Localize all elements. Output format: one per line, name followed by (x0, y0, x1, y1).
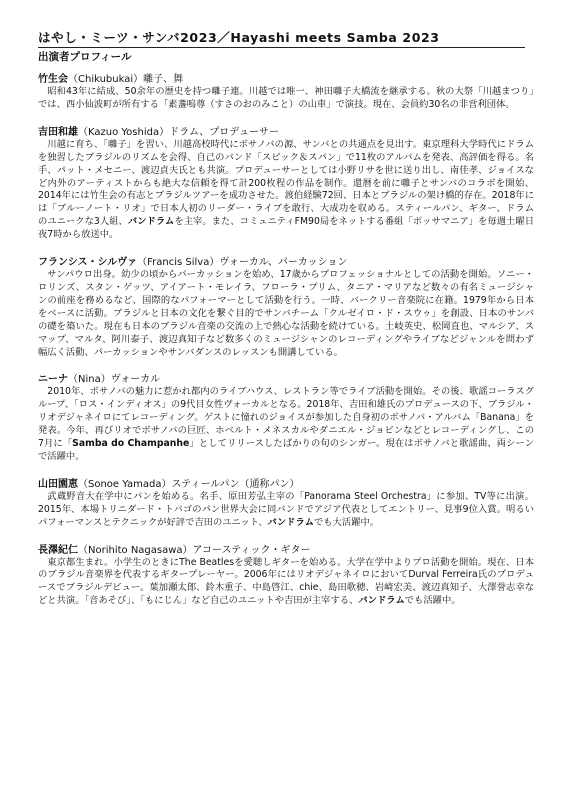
bio-text: でも大活躍中。 (313, 516, 380, 528)
bio-text: 2010年、ボサノバの魅力に惹かれ都内のライブハウス、レストラン等でライブ活動を開始。その後、歌謡コーラスグループ、「ロス・インディオス」の9代目女性ヴォーカルとなる。2018年、吉田和雄氏のプロデュースの下、ブラジル・リオデジャネイロにてレコーディング。ゲストに憧れのジョイスが参加した自身初のボサノバ・アルバム「Banana」を発表。今年、再びリオでボサノバの巨匠、ホベルト・メネスカルやダニエル・ジョビンなどとレコーディングし、この7月に「 (38, 386, 534, 450)
bio-text: でも活躍中。 (404, 595, 461, 607)
bio-emphasis: バンドラム (358, 595, 405, 607)
bio-text: を主宰。また、コミュニティFM90局をネットする番組「ボッサマニア」を毎週土曜日夜7時から放送中。 (38, 216, 534, 241)
performer-name: フランシス・シルヴァ (38, 257, 138, 269)
performer-bio (38, 491, 534, 530)
profile-heading (38, 373, 534, 386)
profile-kazuo-yoshida (38, 126, 534, 242)
profile-heading (38, 478, 534, 491)
profile-norihito-nagasawa (38, 544, 534, 609)
performer-bio (38, 86, 534, 112)
profile-heading (38, 256, 534, 269)
profile-heading (38, 126, 534, 139)
profile-francis-silva (38, 256, 534, 359)
performer-role: （Francis Silva）ヴォーカル、パーカッション (137, 257, 348, 269)
profile-heading (38, 544, 534, 557)
performer-name: 山田園恵 (38, 478, 78, 490)
bio-emphasis: バンドラム (267, 516, 314, 528)
performer-bio (38, 557, 534, 609)
performer-name: 吉田和雄 (38, 126, 78, 138)
profile-heading (38, 73, 534, 86)
bio-text: 武蔵野音大在学中にパンを始める。名手、原田芳弘主宰の「Panorama Steel Orchestra」に参加、TV等に出演。2015年、本場トリニダード・トバゴのパン世界大会に同バンドでアジア代表としてエントリー、見事9位入賞。明るいパフォーマンスとテクニックが好評で吉田のユニット、 (38, 490, 534, 528)
performer-role: （Norihito Nagasawa）アコースティック・ギター (78, 544, 311, 556)
bio-text: 川越に育ち、「囃子」を習い、川越高校時代にボサノバの源、サンバとの共通点を見出す。東京理科大学時代にドラムを独習したブラジルのリズムを会得、自己のバンド「スピック＆スパン」で11枚のアルバムを発表、高評価を得る。名手、パット・メセニー、渡辺貞夫氏とも共演。プロデューサーとしては小野リサを世に送り出し、南佳孝、ジョイスなど内外のアーティストからも絶大な信頼を得て計200枚程の作品を制作。還暦を前に囃子とサンバのコラボを開始、2014年には竹生会の有志とブラジルツアーを成功させた。渡伯経験72回、日本とブラジルの架け橋的存在。2018年には「ブルーノート・リオ」で日本人初のリーダー・ライブを敢行、大成功を収める。スティールパン、ギター、ドラムのユニークな3人組、 (38, 138, 534, 228)
profile-nina (38, 373, 534, 463)
profile-sonoe-yamada (38, 478, 534, 530)
performer-role: （Nina）ヴォーカル (68, 374, 161, 386)
page-subtitle: 出演者プロフィール (38, 51, 132, 63)
bio-text: 」としてリリースしたばかりの旬のシンガー。現在はボサノバと歌謡曲、両シーンで活躍中。 (38, 438, 534, 462)
bio-text: 昭和43年に結成、50余年の歴史を持つ囃子連。川越では唯一、神田囃子大橋流を継承する。秋の大祭「川越まつり」では、西小仙波町が所有する「素盞嗚尊（すさのおのみこと）の山車」で演技。現在、会員約30名の非営利団体。 (38, 86, 534, 110)
profile-chikubukai (38, 73, 534, 112)
performer-name: 竹生会 (38, 74, 68, 85)
performer-role: （Kazuo Yoshida）ドラム、プロデューサー (78, 126, 279, 138)
bio-text: サンパウロ出身。幼少の頃からパーカッションを始め、17歳からプロフェッショナルとしての活動を開始。ソニー・ロリンズ、スタン・ゲッツ、アイアート・モレイラ、フローラ・プリム、タニア・マリアなど数々の有名ミュージシャンの前座を務めるなど、国際的なパフォーマーとして活動を行う。一時、バークリー音楽院に在籍。1979年から日本をベースに活動。ブラジルと日本の文化を繋ぐ目的でサンバチーム「クルゼイロ・ド・スウゥ」を創設、日本のサンバの礎を築いた。現在も日本のブラジル音楽の交流の上で熱心な活動を続けている。土岐英史、松岡直也、マルシア、スマップ、マルタ、阿川泰子、渡辺真知子など数多くのミュージシャンのレコーディングやライブなどジャンルを問わず幅広く活動、パーカッションやサンバダンスのレッスンも開講している。 (38, 269, 534, 358)
performer-bio (38, 139, 534, 242)
bio-emphasis: Samba do Champanhe (72, 438, 190, 450)
performer-bio (38, 386, 534, 463)
performer-bio (38, 269, 534, 359)
performer-name: 長澤紀仁 (38, 544, 78, 556)
bio-text: 東京都生まれ。小学生のときにThe Beatlesを愛聴しギターを始める。大学在学中よりプロ活動を開始。現在、日本のブラジル音楽界を代表するギタープレーヤー。2006年にはリオデジャネイロにおいてDurval Ferreira氏のプロデュースでブラジルデビュー。葉加瀬太郎、鈴木重子、中島啓江、chie、島田歌穂、岩崎宏美、渡辺真知子、大澤誉志幸などと共演。「音あそび」、「もにじん」など自己のユニットや吉田が主宰する、 (38, 556, 534, 607)
page-title: はやし・ミーツ・サンバ2023／Hayashi meets Samba 2023 (38, 30, 440, 45)
title-underline (38, 47, 525, 48)
performer-role: （Sonoe Yamada）スティールパン（通称パン） (78, 478, 300, 490)
bio-emphasis: バンドラム (127, 216, 175, 228)
performer-name: ニーナ (38, 374, 68, 386)
performer-role: （Chikubukai）囃子、舞 (68, 74, 184, 85)
